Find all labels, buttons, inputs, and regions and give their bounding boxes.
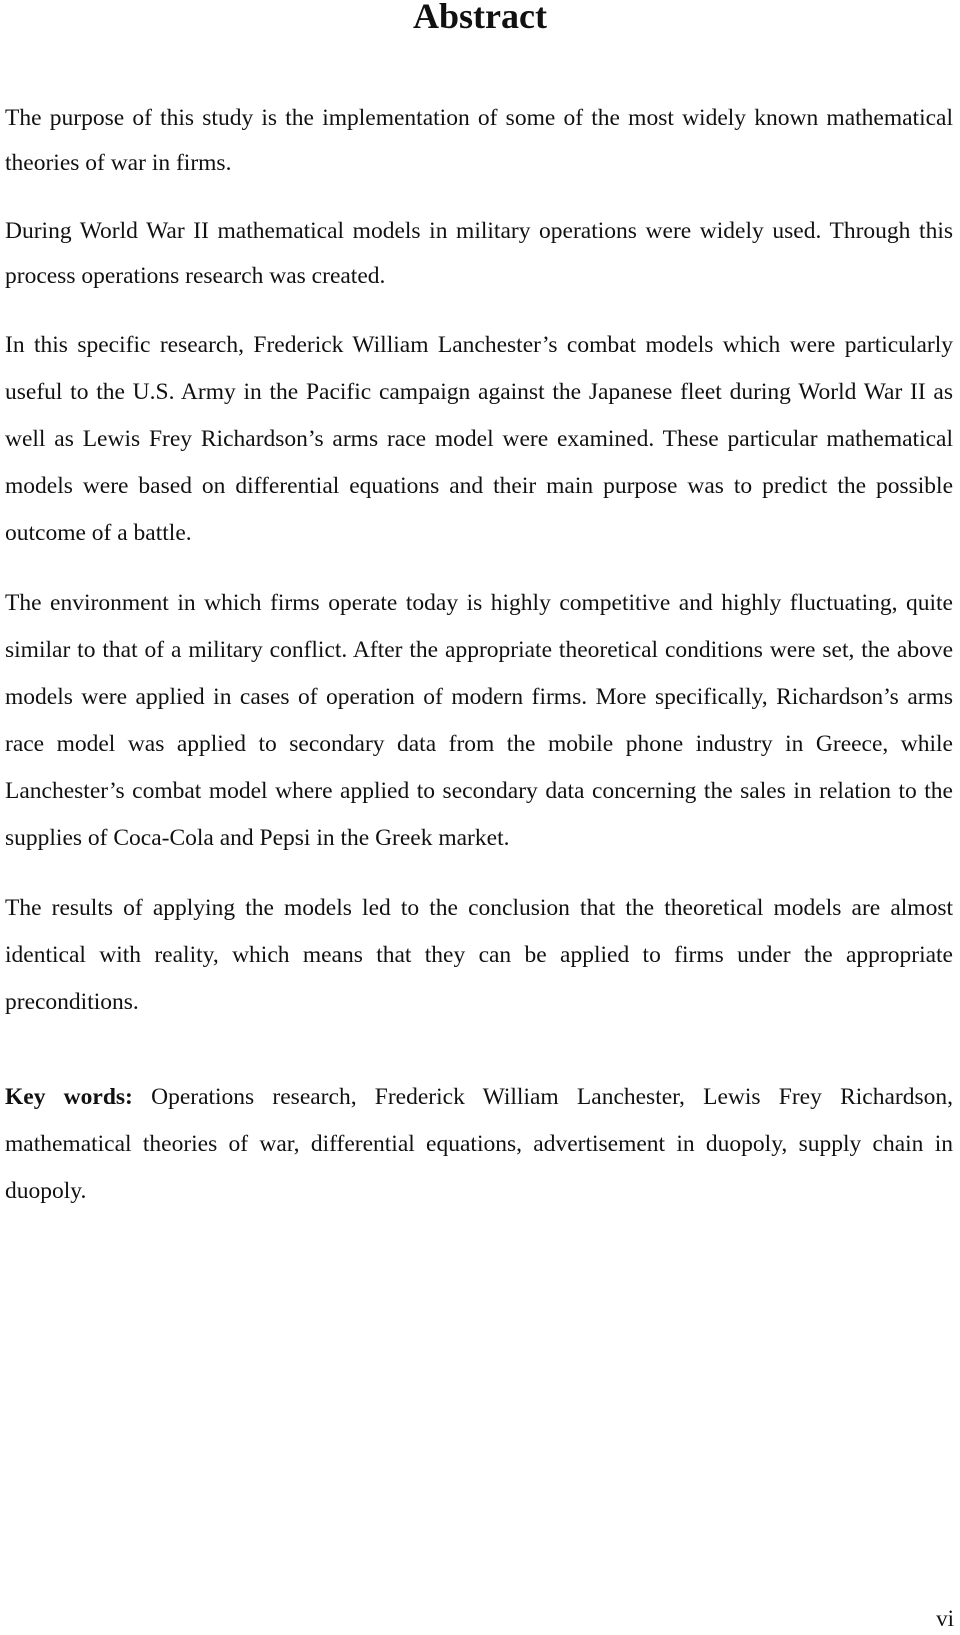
abstract-paragraph-3: In this specific research, Frederick William Lanchester’s combat models which were particularly useful to the U.S. Army in the Pacific campaign against the Japanese fleet during World War II as well as Lewis Frey Richardson’s arms race model were examined. These particular mathematical models were based on differential equations and their main purpose was to predict the possible outcome of a battle. bbox=[5, 332, 953, 546]
keywords-paragraph bbox=[5, 1074, 953, 1215]
abstract-paragraph-5: The results of applying the models led to the conclusion that the theoretical models are almost identical with reality, which means that they can be applied to firms under the appropriate preconditions. bbox=[5, 895, 953, 1015]
abstract-paragraph-1: The purpose of this study is the implementation of some of the most widely known mathematical theories of war in firms. bbox=[5, 105, 953, 176]
abstract-body bbox=[5, 96, 953, 1238]
keywords-text: Operations research, Frederick William Lanchester, Lewis Frey Richardson, mathematical theories of war, differential equations, advertisement in duopoly, supply chain in duopoly. bbox=[5, 1084, 953, 1204]
keywords-label: Key words: bbox=[5, 1084, 133, 1110]
abstract-paragraph-2: During World War II mathematical models in military operations were widely used. Through this process operations research was created. bbox=[5, 218, 953, 289]
abstract-paragraph-4: The environment in which firms operate today is highly competitive and highly fluctuating, quite similar to that of a military conflict. After the appropriate theoretical conditions were set, the above models were applied in cases of operation of modern firms. More specifically, Richardson’s arms race model was applied to secondary data from the mobile phone industry in Greece, while Lanchester’s combat model where applied to secondary data concerning the sales in relation to the supplies of Coca-Cola and Pepsi in the Greek market. bbox=[5, 590, 953, 851]
page-number: vi bbox=[936, 1606, 954, 1631]
page-title: Abstract bbox=[413, 0, 547, 36]
